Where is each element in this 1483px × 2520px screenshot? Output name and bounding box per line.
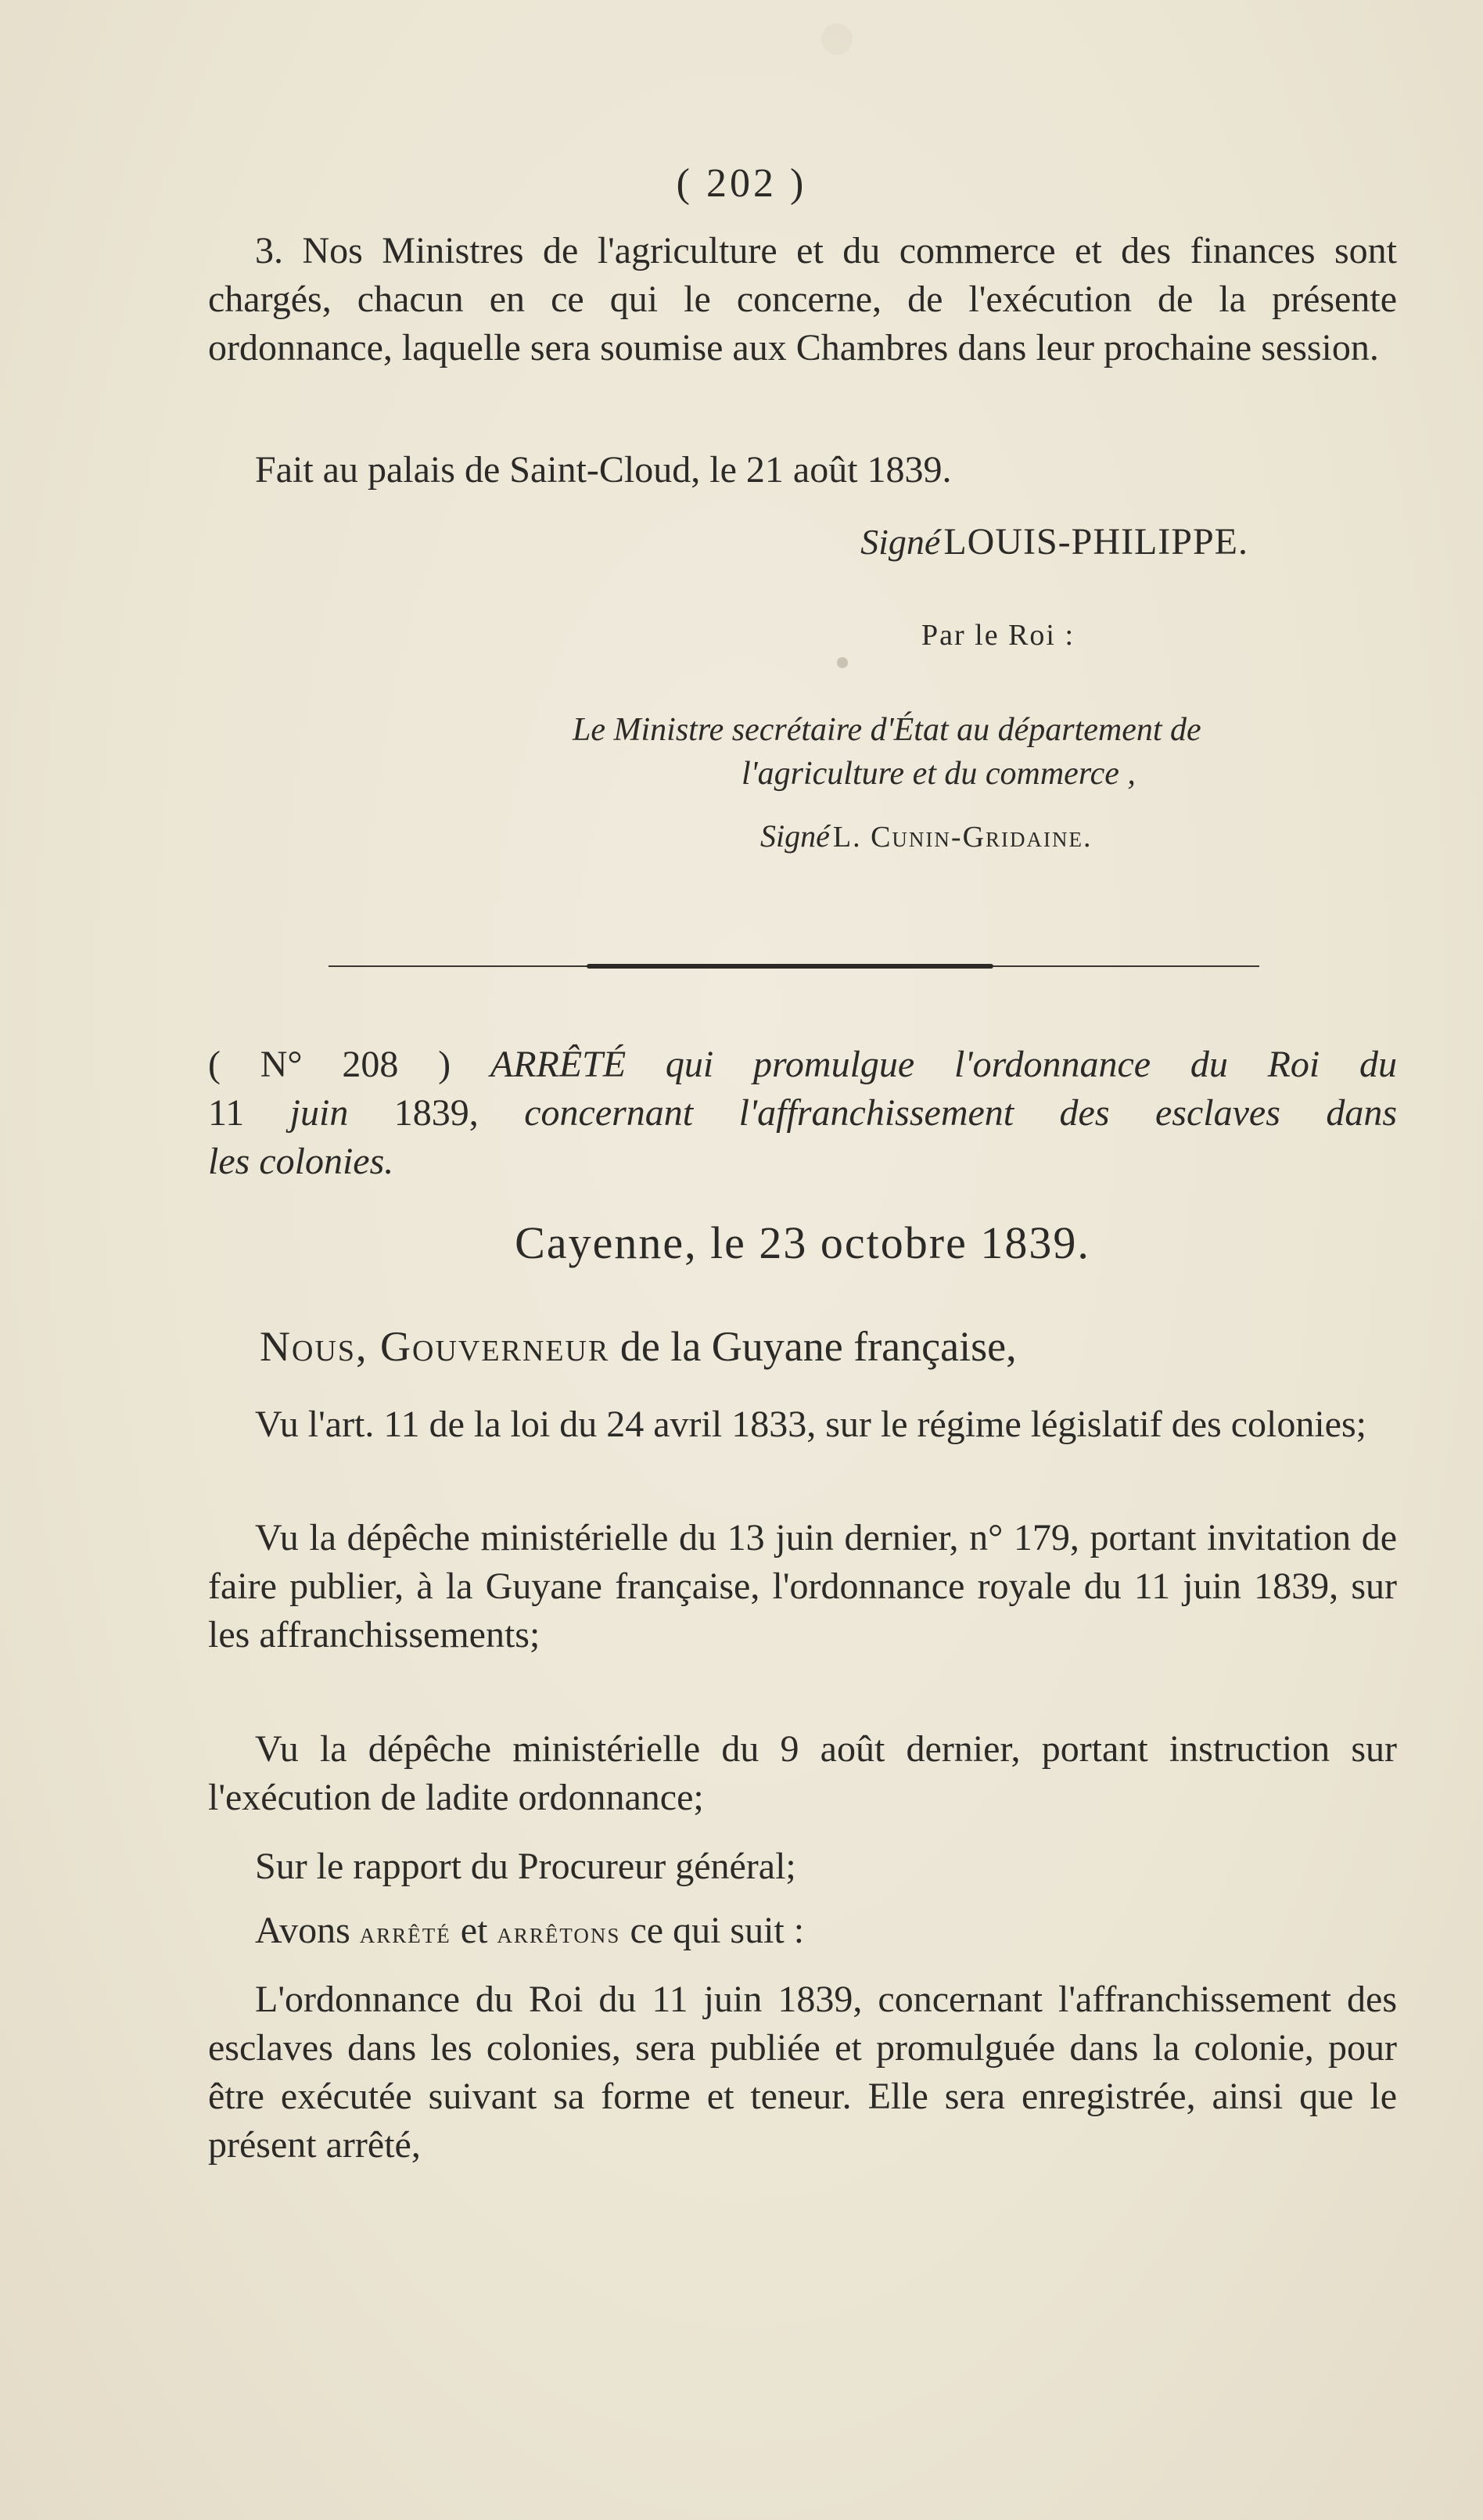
vu-1: [208, 1400, 1397, 1449]
signe-label: Signé: [860, 522, 941, 562]
vu-2: [208, 1514, 1397, 1659]
signe-name: LOUIS-PHILIPPE.: [943, 521, 1248, 563]
signe2-label: Signé: [760, 818, 830, 854]
fait-line: [208, 446, 1397, 494]
nous-rest: de la Guyane française,: [619, 1323, 1017, 1370]
nous-line: [208, 1322, 1397, 1371]
dateline: Cayenne, le 23 octobre 1839.: [515, 1217, 1090, 1268]
ministre-block: [208, 708, 1397, 796]
article-3-text: 3. Nos Ministres de l'agriculture et du commerce et des finances sont chargés, chacun en ce qui le concerne, de l'exécution de la présente ordonnance, laquelle sera soumise aux Chambres dans leur prochaine session.: [208, 230, 1397, 368]
arrete-title-1: ARRÊTÉ qui promulgue l'ordonnance du Roi du: [490, 1044, 1398, 1085]
signature-king: [208, 520, 1397, 563]
sur-text: Sur le rapport du Procureur général;: [255, 1846, 796, 1887]
article-3: [208, 227, 1397, 372]
nous-gouverneur: Nous, Gouverneur: [260, 1323, 610, 1370]
arrete-title: [208, 1041, 1397, 1186]
page-number: ( 202 ): [676, 161, 807, 206]
paper-spot: [821, 23, 853, 55]
section-divider: [329, 962, 1259, 970]
vu-2-text: Vu la dépêche ministérielle du 13 juin dernier, n° 179, portant invitation de faire publier, à la Guyane française, l'ordonnance royale du 11 juin 1839, sur les affranchissements;: [208, 1517, 1397, 1655]
avons-2: arrêté: [359, 1917, 451, 1950]
final-paragraph: [208, 1975, 1397, 2170]
avons-3: et: [460, 1910, 488, 1951]
title-month: juin: [289, 1092, 349, 1134]
ministre-line-1: Le Ministre secrétaire d'État au département de: [573, 712, 1201, 748]
par-le-roi-text: Par le Roi :: [921, 619, 1075, 652]
arrete-number: ( N° 208 ): [208, 1044, 451, 1085]
title-day: 11: [208, 1092, 245, 1134]
avons-4: arrêtons: [497, 1917, 621, 1950]
avons-5: ce qui suit :: [630, 1910, 805, 1951]
par-le-roi: [208, 618, 1397, 652]
title-year: 1839,: [393, 1092, 479, 1134]
avons-line: [208, 1909, 1397, 1952]
ministre-line-2: l'agriculture et du commerce ,: [742, 756, 1136, 792]
vu-1-text: Vu l'art. 11 de la loi du 24 avril 1833, sur le régime législatif des colonies;: [255, 1404, 1366, 1445]
avons-1: Avons: [255, 1910, 350, 1951]
final-text: L'ordonnance du Roi du 11 juin 1839, concernant l'affranchissement des esclaves dans les colonies, sera publiée et promulguée dans la colonie, pour être exécutée suivant sa forme et teneur. Elle sera enregistrée, ainsi que le présent arrêté,: [208, 1979, 1397, 2166]
signe2-name: L. Cunin-Gridaine.: [832, 821, 1093, 854]
fait-text: Fait au palais de Saint-Cloud, le 21 août 1839.: [255, 449, 952, 491]
title-rest: concernant l'affranchissement des esclaves dans: [524, 1092, 1398, 1134]
title-line-3: les colonies.: [208, 1141, 394, 1182]
paper-spot: [837, 657, 848, 668]
signature-minister: [208, 818, 1397, 854]
vu-3-text: Vu la dépêche ministérielle du 9 août dernier, portant instruction sur l'exécution de ladite ordonnance;: [208, 1728, 1397, 1818]
sur-rapport: [208, 1842, 1397, 1891]
vu-3: [208, 1725, 1397, 1822]
